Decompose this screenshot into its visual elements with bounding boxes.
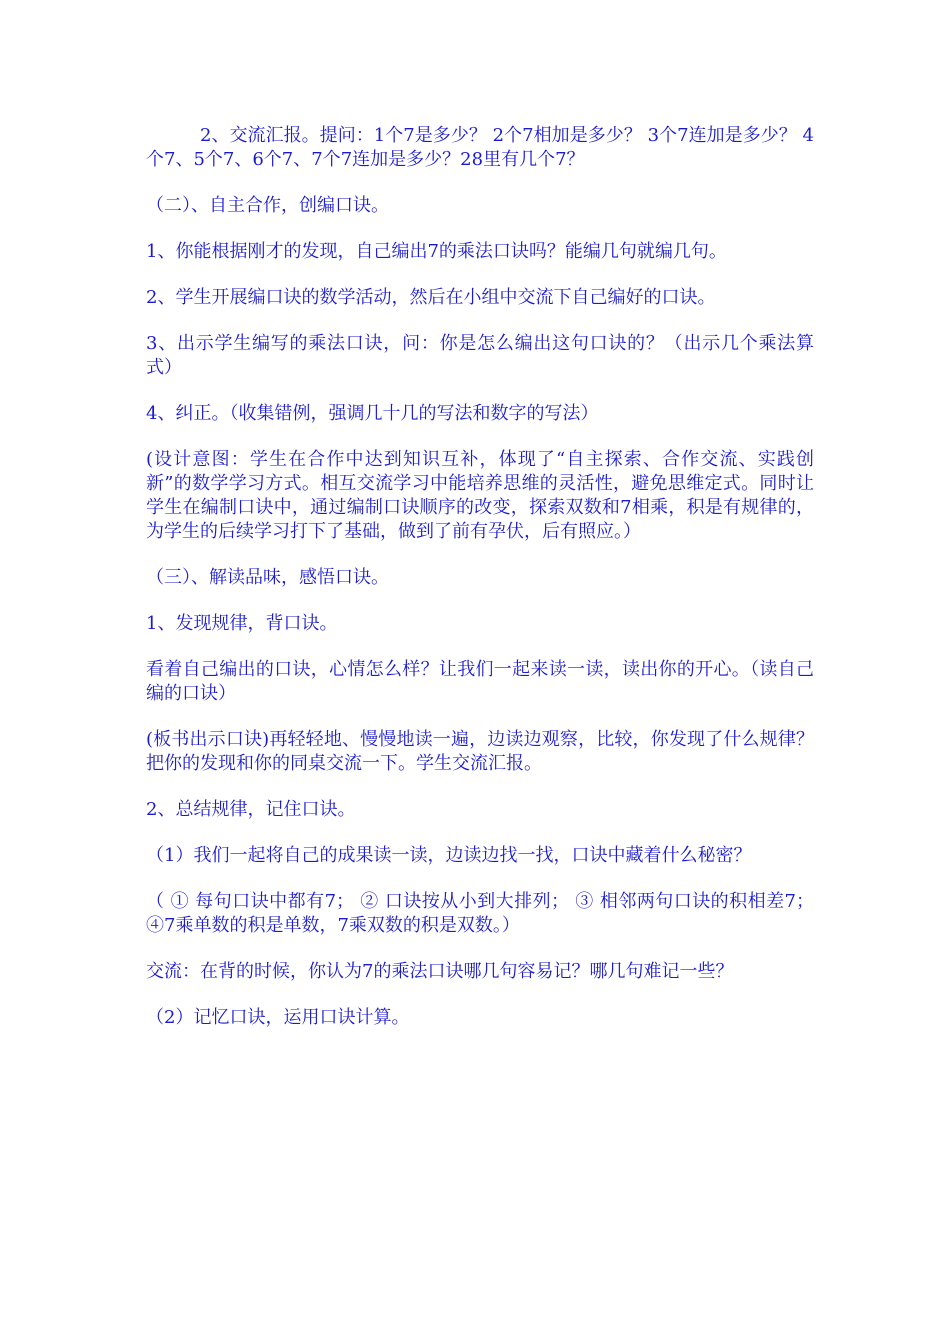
paragraph-find-pattern: 1、发现规律，背口诀。 — [146, 613, 338, 634]
paragraph-read-aloud: 看着自己编出的口诀，心情怎么样？让我们一起来读一读，读出你的开心。（读自己编的口诀） — [146, 659, 814, 704]
paragraph-step-2: 2、学生开展编口诀的数学活动，然后在小组中交流下自己编好的口诀。 — [146, 287, 716, 308]
section-heading-3: （三）、解读品味，感悟口诀。 — [146, 567, 389, 588]
document-page — [146, 124, 814, 1052]
paragraph-design-intent: (设计意图：学生在合作中达到知识互补，体现了“自主探索、合作交流、实践创新”的数学学习方式。相互交流学习中能培养思维的灵活性，避免思维定式。同时让学生在编制口诀中，通过编制口诀顺序的改变，探索双数和7相乘，积是有规律的，为学生的后续学习打下了基础，做到了前有孕伏，后有照应。） — [146, 449, 814, 542]
section-heading-2: （二）、自主合作，创编口诀。 — [146, 195, 389, 216]
paragraph-memorize: （2）记忆口诀，运用口诀计算。 — [146, 1007, 410, 1028]
paragraph-read-results: （1）我们一起将自己的成果读一读，边读边找一找，口诀中藏着什么秘密？ — [146, 845, 752, 866]
paragraph-step-1: 1、你能根据刚才的发现，自己编出7的乘法口诀吗？能编几句就编几句。 — [146, 241, 727, 262]
paragraph-report-questions: 2、交流汇报。提问：1个7是多少？ 2个7相加是多少？ 3个7连加是多少？ 4个7、5个7、6个7、7个7连加是多少？28里有几个7？ — [146, 125, 814, 170]
paragraph-pattern-list: （ ① 每句口诀中都有7； ② 口诀按从小到大排列； ③ 相邻两句口诀的积相差7；④7乘单数的积是单数，7乘双数的积是双数。） — [146, 891, 814, 936]
paragraph-step-4: 4、纠正。（收集错例，强调几十几的写法和数字的写法） — [146, 403, 599, 424]
paragraph-board-display: (板书出示口诀)再轻轻地、慢慢地读一遍，边读边观察，比较，你发现了什么规律？把你的发现和你的同桌交流一下。学生交流汇报。 — [146, 729, 814, 774]
paragraph-summarize: 2、总结规律，记住口诀。 — [146, 799, 356, 820]
paragraph-step-3: 3、出示学生编写的乘法口诀，问：你是怎么编出这句口诀的？（出示几个乘法算式） — [146, 333, 814, 378]
paragraph-discussion: 交流：在背的时候，你认为7的乘法口诀哪几句容易记？哪几句难记一些？ — [146, 961, 734, 982]
